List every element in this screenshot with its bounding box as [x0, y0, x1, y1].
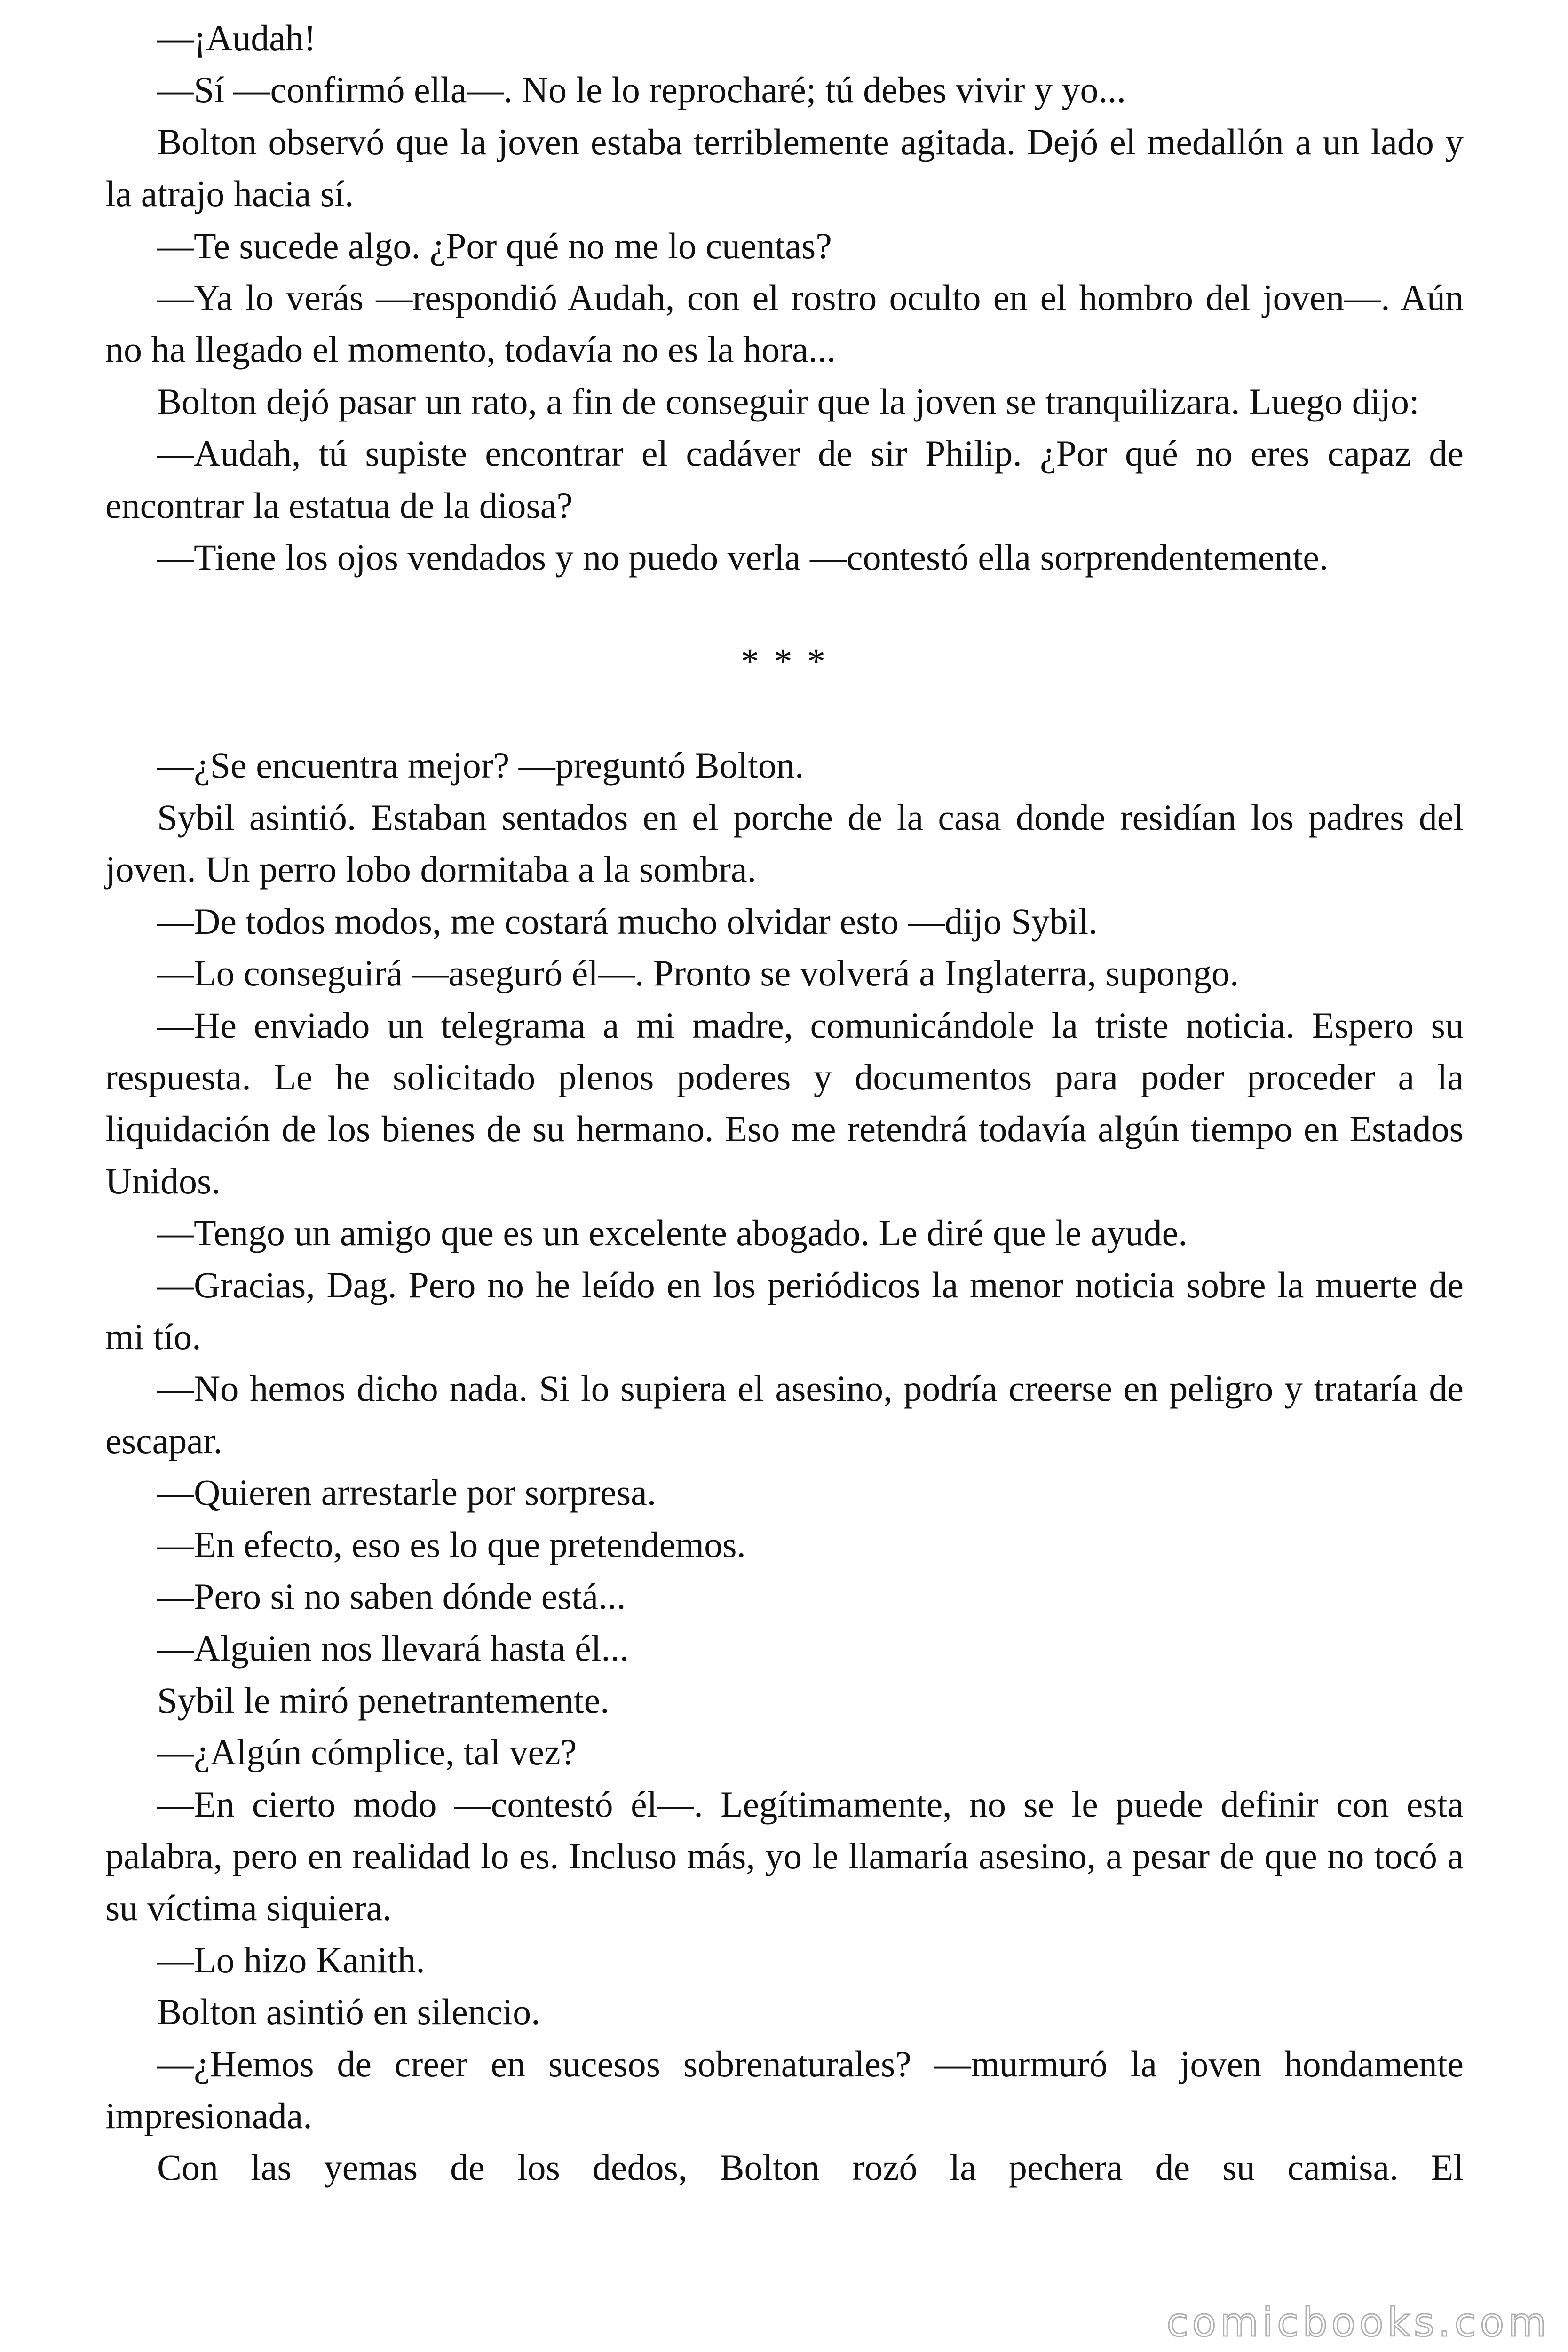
section-separator: * * *: [741, 641, 828, 682]
paragraph: Bolton asintió en silencio.: [157, 1991, 540, 2033]
paragraph: —En efecto, eso es lo que pretendemos.: [157, 1524, 746, 1565]
paragraph: —Ya lo verás —respondió Audah, con el rostro oculto en el hombro del joven—. Aún no ha llegado el momento, todavía no es la hora...: [105, 277, 1464, 370]
paragraph: —¡Audah!: [157, 17, 316, 58]
watermark: comicbooks.com: [1166, 2299, 1550, 2345]
paragraph: —En cierto modo —contestó él—. Legítimamente, no se le puede definir con esta palabra, pero en realidad lo es. Incluso más, yo le llamaría asesino, a pesar de que no tocó a su víctima siquiera.: [105, 1783, 1464, 1929]
paragraph: —Pero si no saben dónde está...: [157, 1575, 626, 1617]
paragraph: —¿Algún cómplice, tal vez?: [157, 1732, 577, 1773]
paragraph: —De todos modos, me costará mucho olvidar esto —dijo Sybil.: [157, 900, 1098, 942]
paragraph: Con las yemas de los dedos, Bolton rozó la pechera de su camisa. El: [157, 2147, 1464, 2188]
paragraph: —Alguien nos llevará hasta él...: [157, 1628, 629, 1669]
paragraph: —Lo hizo Kanith.: [157, 1939, 425, 1980]
paragraph: Sybil le miró penetrantemente.: [157, 1679, 610, 1721]
paragraph: —Gracias, Dag. Pero no he leído en los periódicos la menor noticia sobre la muerte de mi tío.: [105, 1264, 1464, 1357]
paragraph: —He enviado un telegrama a mi madre, comunicándole la triste noticia. Espero su respuesta. Le he solicitado plenos poderes y documentos para poder proceder a la liquidación de los bienes de su hermano. Eso me retendrá todavía algún tiempo en Estados Unidos.: [105, 1004, 1464, 1201]
paragraph: —Te sucede algo. ¿Por qué no me lo cuentas?: [157, 225, 832, 266]
paragraph: —Audah, tú supiste encontrar el cadáver de sir Philip. ¿Por qué no eres capaz de encontrar la estatua de la diosa?: [105, 433, 1464, 526]
paragraph: Bolton observó que la joven estaba terriblemente agitada. Dejó el medallón a un lado y la atrajo hacia sí.: [105, 121, 1464, 215]
paragraph: —Lo conseguirá —aseguró él—. Pronto se volverá a Inglaterra, supongo.: [157, 953, 1239, 994]
paragraph: —¿Se encuentra mejor? —preguntó Bolton.: [157, 745, 804, 786]
paragraph: —Tengo un amigo que es un excelente abogado. Le diré que le ayude.: [157, 1212, 1188, 1254]
paragraph: —No hemos dicho nada. Si lo supiera el asesino, podría creerse en peligro y trataría de escapar.: [105, 1368, 1464, 1461]
paragraph: Sybil asintió. Estaban sentados en el porche de la casa donde residían los padres del joven. Un perro lobo dormitaba a la sombra.: [105, 796, 1464, 890]
body-text: [105, 12, 1464, 2194]
paragraph: —¿Hemos de creer en sucesos sobrenaturales? —murmuró la joven hondamente impresionada.: [105, 2043, 1464, 2137]
paragraph: —Sí —confirmó ella—. No le lo reprocharé; tú debes vivir y yo...: [157, 69, 1126, 111]
paragraph: —Quieren arrestarle por sorpresa.: [157, 1472, 657, 1513]
paragraph: Bolton dejó pasar un rato, a fin de conseguir que la joven se tranquilizara. Luego dijo:: [157, 381, 1419, 422]
paragraph: —Tiene los ojos vendados y no puedo verla —contestó ella sorprendentemente.: [157, 537, 1329, 578]
